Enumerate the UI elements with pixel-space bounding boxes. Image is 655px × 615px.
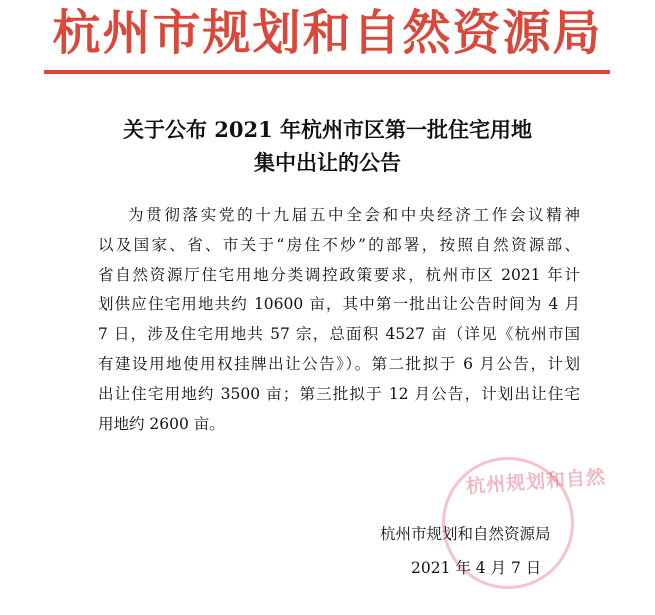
body-line: 用地约 2600 亩。 <box>98 414 225 433</box>
seal-text: 杭州规划和自然 <box>465 466 607 498</box>
document-title <box>60 113 595 179</box>
body-line: 为贯彻落实党的十九届五中全会和中央经济工作会议精神 <box>128 206 580 224</box>
body-line: 省自然资源厅住宅用地分类调控政策要求，杭州市区 2021 年计 <box>98 265 580 284</box>
body-line: 划供应住宅用地共约 10600 亩，其中第一批出让公告时间为 4 月 <box>98 295 580 314</box>
signature-date: 2021 年 4 月 7 日 <box>411 559 542 577</box>
body-line: 有建设用地使用权挂牌出让公告》）。第二批拟于 6 月公告，计划 <box>98 354 580 373</box>
masthead-title: 杭州市规划和自然资源局 <box>52 5 603 61</box>
body-line: 7 日，涉及住宅用地共 57 宗，总面积 4527 亩（详见《杭州市国 <box>98 325 580 344</box>
title-line-2: 集中出让的公告 <box>254 150 401 175</box>
body-line: 出让住宅用地约 3500 亩；第三批拟于 12 月公告，计划出让住宅 <box>98 384 580 403</box>
document-body <box>98 201 580 439</box>
signature-organization: 杭州市规划和自然资源局 <box>380 525 551 543</box>
body-line: 以及国家、省、市关于“房住不炒”的部署，按照自然资源部、 <box>98 235 580 254</box>
title-line-1: 关于公布 2021 年杭州市区第一批住宅用地 <box>122 117 533 142</box>
masthead-rule <box>44 70 610 74</box>
